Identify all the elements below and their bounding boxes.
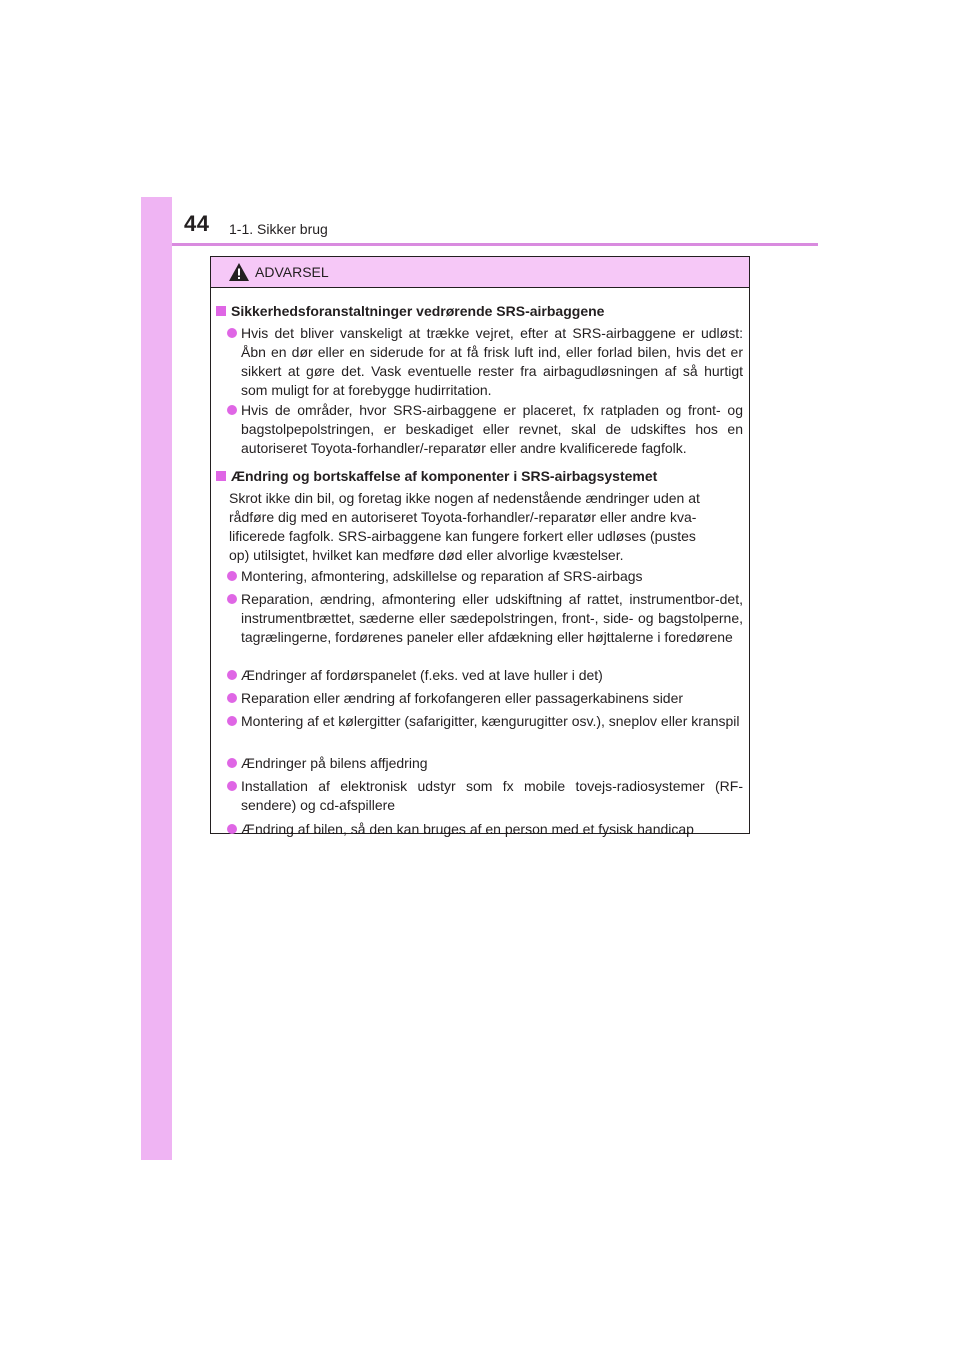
warning-triangle-icon xyxy=(228,262,250,282)
square-bullet-icon xyxy=(216,306,226,316)
list-item xyxy=(227,666,743,685)
list-item xyxy=(227,754,743,773)
list-item-text: Montering, afmontering, adskillelse og reparation af SRS-airbags xyxy=(241,568,643,584)
bullet-dot-icon xyxy=(227,405,237,415)
header-rule xyxy=(172,243,818,246)
page-header xyxy=(172,211,818,246)
warning-header xyxy=(211,257,749,288)
section-title: 1-1. Sikker brug xyxy=(229,221,328,237)
list-item xyxy=(227,401,743,458)
list-item-text: Hvis det bliver vanskeligt at trække vejret, efter at SRS-airbaggene er udløst: Åbn en dør eller en siderude for at få frisk luft ind, eller forlad bilen, hvis det er sikkert at gøre det. Vask eventuelle rester fra airbagudløsningen af så hurtigt som muligt for at forebygge hudirritation. xyxy=(241,325,743,398)
bullet-dot-icon xyxy=(227,571,237,581)
bullet-dot-icon xyxy=(227,758,237,768)
intro-line: rådføre dig med en autoriseret Toyota-forhandler/-reparatør eller andre kva- xyxy=(229,509,697,525)
list-item-text: Reparation eller ændring af forkofangeren eller passagerkabinens sider xyxy=(241,690,684,706)
page-number: 44 xyxy=(184,211,210,236)
list-item xyxy=(227,712,743,731)
list-item xyxy=(227,689,743,708)
section-heading-text: Sikkerhedsforanstaltninger vedrørende SRS-airbaggene xyxy=(231,303,605,319)
bullet-dot-icon xyxy=(227,328,237,338)
list-item-text: Hvis de områder, hvor SRS-airbaggene er placeret, fx ratpladen og front- og bagstolpepolstringen, er beskadiget eller revnet, skal de udskiftes hos en autoriseret Toyota-forhandler/-reparatør eller andre kvalificerede fagfolk. xyxy=(241,402,743,456)
list-item xyxy=(227,567,743,586)
square-bullet-icon xyxy=(216,471,226,481)
list-item-text: Reparation, ændring, afmontering eller udskiftning af rattet, instrumentbor-det, instrumentbrættet, sæderne eller sædepolstringen, front-, side- og bagstolperne, tagrælingerne, fordørenes paneler eller afdækning eller højttalerne i foredørene xyxy=(241,591,743,645)
warning-box xyxy=(210,256,750,837)
bullet-dot-icon xyxy=(227,781,237,791)
intro-line: lificerede fagfolk. SRS-airbaggene kan fungere forkert eller udløses (pustes xyxy=(229,528,696,544)
bullet-dot-icon xyxy=(227,693,237,703)
bullet-dot-icon xyxy=(227,670,237,680)
section-heading-airbag-precautions xyxy=(216,302,744,321)
list-item xyxy=(227,777,743,815)
bullet-dot-icon xyxy=(227,716,237,726)
list-item-text: Installation af elektronisk udstyr som fx mobile tovejs-radiosystemer (RF-sendere) og cd-afspillere xyxy=(241,778,743,813)
section-heading-srs-modification xyxy=(216,467,744,486)
list-item xyxy=(227,324,743,400)
side-tab-band xyxy=(141,197,172,1160)
list-item xyxy=(227,590,743,647)
list-item xyxy=(227,820,743,839)
warning-label: ADVARSEL xyxy=(255,264,329,280)
bullet-dot-icon xyxy=(227,594,237,604)
list-item-text: Ændring af bilen, så den kan bruges af en person med et fysisk handicap xyxy=(241,821,694,837)
list-item-text: Ændringer af fordørspanelet (f.eks. ved at lave huller i det) xyxy=(241,667,603,683)
list-item-text: Ændringer på bilens affjedring xyxy=(241,755,428,771)
bullet-dot-icon xyxy=(227,824,237,834)
list-item-text: Montering af et kølergitter (safarigitter, kængurugitter osv.), sneplov eller kranspil xyxy=(241,713,740,729)
intro-line: op) utilsigtet, hvilket kan medføre død eller alvorlige kvæstelser. xyxy=(229,547,624,563)
section-heading-text: Ændring og bortskaffelse af komponenter i SRS-airbagsystemet xyxy=(231,468,658,484)
intro-line: Skrot ikke din bil, og foretag ikke nogen af nedenstående ændringer uden at xyxy=(229,490,700,506)
section-intro-paragraph xyxy=(229,489,743,565)
